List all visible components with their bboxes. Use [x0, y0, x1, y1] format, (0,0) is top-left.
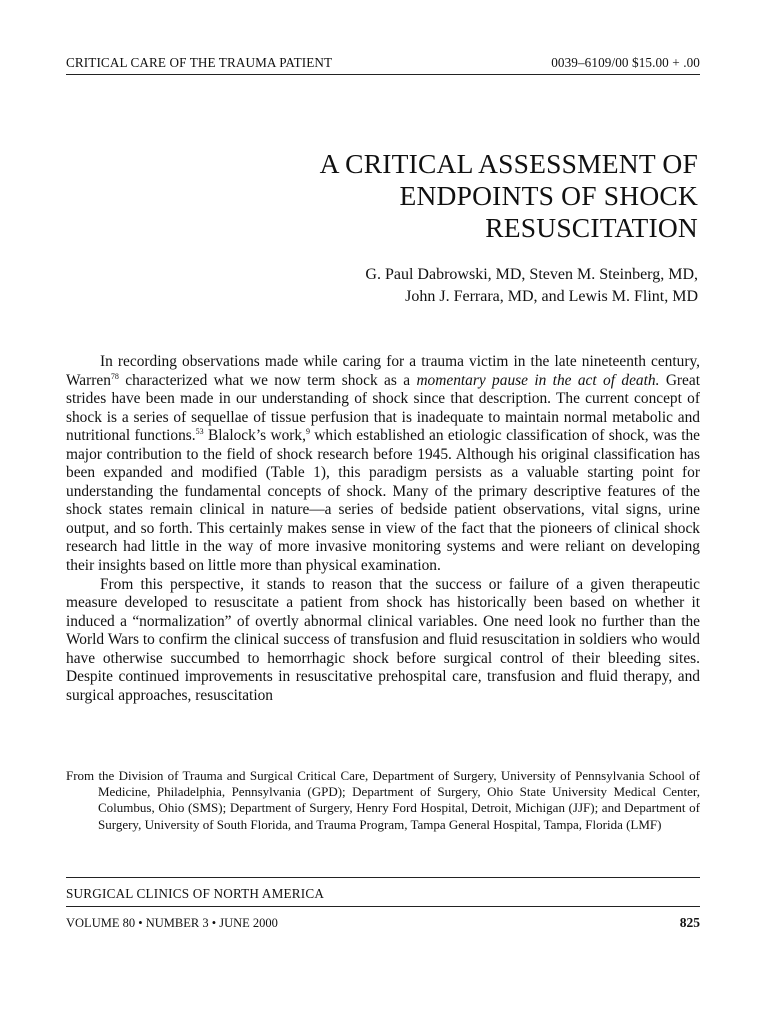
title-line-1: A CRITICAL ASSESSMENT OF [319, 148, 698, 179]
body-text [66, 353, 700, 705]
title-line-2: ENDPOINTS OF SHOCK [399, 180, 698, 211]
citation-ref: 9 [305, 427, 310, 437]
section-title: CRITICAL CARE OF THE TRAUMA PATIENT [66, 55, 333, 70]
authors-line-2: John J. Ferrara, MD, and Lewis M. Flint, MD [405, 288, 698, 305]
p1-text-e: which established an etiologic classification of shock, was the major contribution to the field of shock research before 1945. Although his original classification has been expanded and modified (Table 1), this paradigm persists as a valuable starting point for understanding the fundamental concepts of shock. Many of the primary descriptive features of the shock states remain clinical in nature—a series of bedside patient observations, vital signs, urine output, and so forth. This certainly makes sense in view of the fact that the pioneers of clinical shock research had little in the way of more invasive monitoring systems and were reliant on developing their insights based on little more than physical examination. [66, 427, 701, 575]
journal-footer [66, 877, 700, 931]
citation-ref: 78 [110, 371, 119, 381]
running-header [66, 55, 700, 75]
page-number: 825 [679, 915, 700, 930]
article-title [120, 148, 698, 244]
journal-name: SURGICAL CLINICS OF NORTH AMERICA [66, 886, 700, 907]
p1-text-d: Blalock’s work, [203, 427, 306, 445]
citation-ref: 53 [195, 427, 204, 437]
affiliation-footnote: From the Division of Trauma and Surgical Critical Care, Department of Surgery, University of Pennsylvania School of Medicine, Philadelphia, Pennsylvania (GPD); Department of Surgery, Ohio State University Medical Center, Columbus, Ohio (SMS); Department of Surgery, Henry Ford Hospital, Detroit, Michigan (JJF); and Department of Surgery, University of South Florida, and Trauma Program, Tampa General Hospital, Tampa, Florida (LMF) [66, 768, 700, 832]
p1-italic-phrase: momentary pause in the act of death. [416, 371, 660, 389]
issue-info: VOLUME 80 • NUMBER 3 • JUNE 2000 [66, 916, 278, 930]
author-list [120, 264, 698, 308]
title-line-3: RESUSCITATION [485, 212, 698, 243]
paragraph-2: From this perspective, it stands to reason that the success or failure of a given therapeutic measure developed to resuscitate a patient from shock has historically been based on whether it induced a “normalization” of overtly abnormal clinical variables. One need look no further than the World Wars to confirm the clinical success of transfusion and fluid resuscitation in soldiers who would have otherwise succumbed to hemorrhagic shock before surgical control of their bleeding sites. Despite continued improvements in resuscitative prehospital care, transfusion and fluid therapy, and surgical approaches, resuscitation [66, 575, 700, 704]
authors-line-1: G. Paul Dabrowski, MD, Steven M. Steinberg, MD, [365, 266, 698, 283]
issn-price: 0039–6109/00 $15.00 + .00 [551, 55, 700, 70]
p1-text-c: Great strides have been made in our understanding of shock since that description. The current concept of shock is a series of sequellae of tissue perfusion that is inadequate to maintain normal metabolic and nutritional functions. [66, 371, 700, 445]
paragraph-1 [66, 353, 700, 576]
p1-text-a: In recording observations made while caring for a trauma victim in the late nineteenth century, Warren [66, 353, 700, 389]
issue-line [66, 915, 700, 931]
p1-text-b: characterized what we now term shock as a [118, 371, 417, 389]
